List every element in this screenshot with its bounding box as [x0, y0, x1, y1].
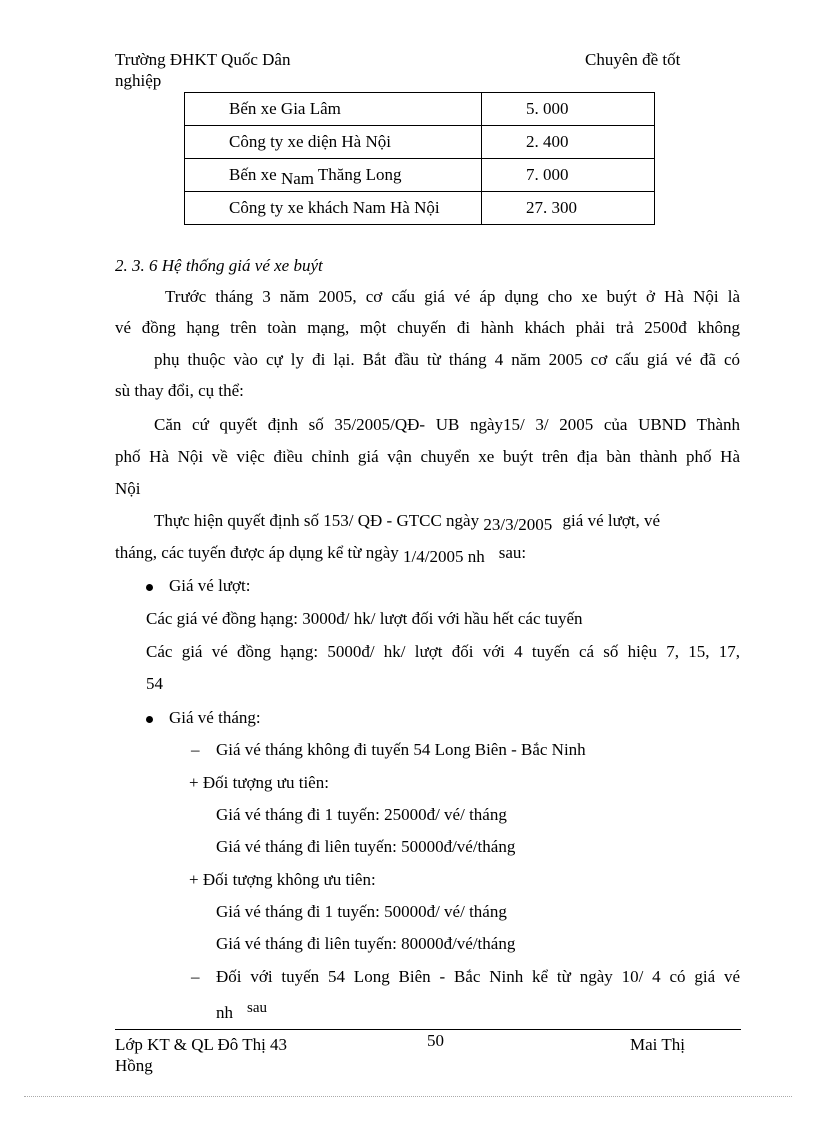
text-run: tháng, các tuyến được áp dụng kể từ ngày: [115, 543, 403, 562]
paragraph-line: Các giá vé đồng hạng: 3000đ/ hk/ lượt đối với hầu hết các tuyến: [146, 609, 583, 628]
list-item: Đối với tuyến 54 Long Biên - Bắc Ninh kể từ ngày 10/ 4 có giá vé: [216, 967, 740, 986]
paragraph-line: Trước tháng 3 năm 2005, cơ cấu giá vé áp dụng cho xe buýt ở Hà Nội là: [165, 287, 740, 306]
cell-text: Thăng Long: [313, 165, 402, 184]
header-left-cont: nghiệp: [115, 71, 162, 90]
list-item-cont: [216, 1000, 267, 1023]
table-cell-value: 2. 400: [482, 126, 655, 159]
sub-heading: + Đối tượng ưu tiên:: [189, 773, 329, 792]
paragraph-line: phố Hà Nội về việc điều chỉnh giá vận chuyển xe buýt trên địa bàn thành phố Hà: [115, 447, 740, 466]
sub-heading: + Đối tượng không ưu tiên:: [189, 870, 376, 889]
table-cell-name: [185, 159, 482, 192]
footer-left: Lớp KT & QL Đô Thị 43: [115, 1035, 288, 1054]
paragraph-line: vé đồng hạng trên toàn mạng, một chuyến đi hành khách phải trả 2500đ không: [115, 318, 740, 337]
table-cell-name: Bến xe Gia Lâm: [185, 93, 482, 126]
paragraph-line: sù thay đổi, cụ thể:: [115, 381, 244, 400]
table-row: [185, 126, 655, 159]
station-table: [184, 92, 655, 225]
text-run: sau: [247, 1000, 267, 1016]
footer-right: Mai Thị: [630, 1035, 685, 1054]
table-row: [185, 192, 655, 225]
paragraph-line: 54: [146, 674, 163, 693]
table-cell-value: 5. 000: [482, 93, 655, 126]
bullet-label: Giá vé lượt:: [169, 576, 251, 595]
bullet-label: Giá vé tháng:: [169, 708, 261, 727]
cell-text: Bến xe: [229, 165, 281, 184]
table-cell-value: 27. 300: [482, 192, 655, 225]
page-boundary: [24, 1096, 792, 1097]
header-left: Trường ĐHKT Quốc Dân: [115, 50, 291, 69]
text-run: nh: [216, 1003, 233, 1022]
paragraph-line: Căn cứ quyết định số 35/2005/QĐ- UB ngày15/ 3/ 2005 của UBND Thành: [154, 415, 740, 434]
section-title: 2. 3. 6 Hệ thống giá vé xe buýt: [115, 256, 323, 275]
table-row: [185, 159, 655, 192]
table-row: [185, 93, 655, 126]
date-text: 1/4/2005 nh: [403, 547, 485, 566]
table-cell-value: 7. 000: [482, 159, 655, 192]
paragraph-line: [154, 511, 661, 534]
list-item: Giá vé tháng đi 1 tuyến: 25000đ/ vé/ tháng: [216, 805, 507, 824]
header-right: Chuyên đề tốt: [585, 50, 681, 69]
paragraph-line: [115, 543, 527, 566]
text-run: Thực hiện quyết định số 153/ QĐ - GTCC ngày: [154, 511, 484, 530]
paragraph-line: phụ thuộc vào cự ly đi lại. Bắt đầu từ tháng 4 năm 2005 cơ cấu giá vé đã có: [154, 350, 740, 369]
paragraph-line: Nội: [115, 479, 141, 498]
list-item: Giá vé tháng đi 1 tuyến: 50000đ/ vé/ tháng: [216, 902, 507, 921]
footer-left-cont: Hồng: [115, 1056, 153, 1075]
bullet-icon: [146, 584, 153, 591]
dash-icon: –: [191, 967, 200, 986]
list-item: Giá vé tháng không đi tuyến 54 Long Biên - Bắc Ninh: [216, 740, 586, 759]
table-cell-name: Công ty xe khách Nam Hà Nội: [185, 192, 482, 225]
dash-icon: –: [191, 740, 200, 759]
list-item: Giá vé tháng đi liên tuyến: 80000đ/vé/tháng: [216, 934, 516, 953]
page-number: 50: [427, 1031, 444, 1050]
text-run: sau:: [498, 543, 527, 562]
table-cell-name: Công ty xe diện Hà Nội: [185, 126, 482, 159]
date-text: 23/3/2005: [483, 515, 553, 534]
paragraph-line: Các giá vé đồng hạng: 5000đ/ hk/ lượt đối với 4 tuyến cá số hiệu 7, 15, 17,: [146, 642, 740, 661]
footer-divider: [115, 1029, 741, 1030]
text-run: giá vé lượt, vé: [558, 511, 661, 530]
bullet-icon: [146, 716, 153, 723]
cell-text-lowered: Nam: [280, 169, 314, 188]
list-item: Giá vé tháng đi liên tuyến: 50000đ/vé/tháng: [216, 837, 516, 856]
